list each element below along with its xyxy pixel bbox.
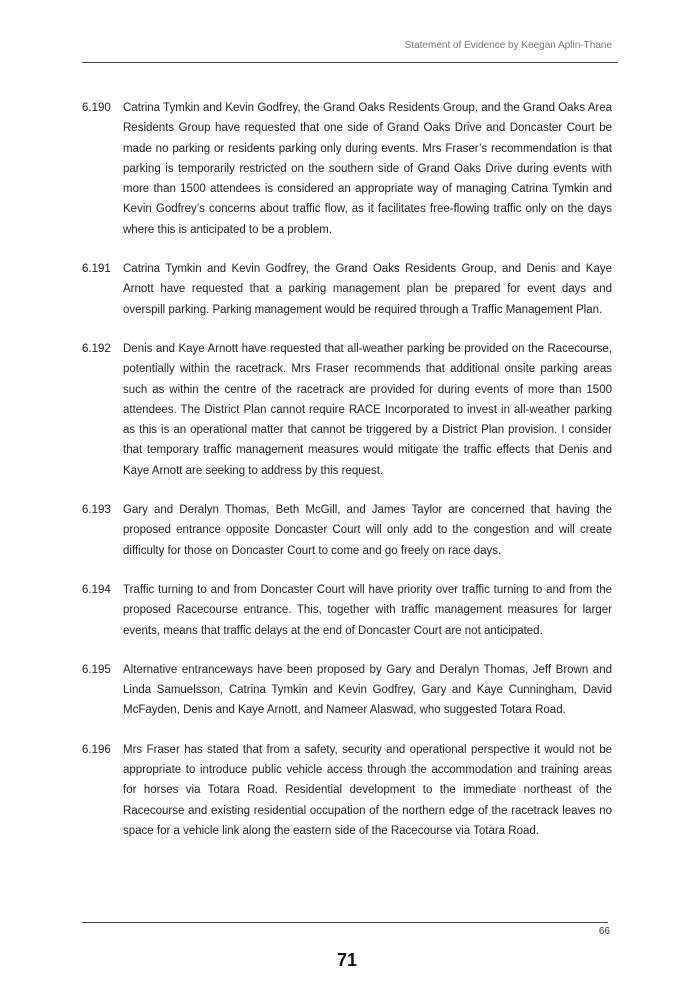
paragraph-text: Catrina Tymkin and Kevin Godfrey, the Grand Oaks Residents Group, and Denis and Kaye Arnott have requested that a parking management plan be prepared for event days and overspill parking. Parking management would be required through a Traffic Management Plan.: [123, 263, 612, 316]
paragraph-text: Gary and Deralyn Thomas, Beth McGill, and James Taylor are concerned that having the proposed entrance opposite Doncaster Court will only add to the congestion and will create difficulty for those on Doncaster Court to come and go freely on race days.: [123, 504, 612, 557]
paragraph-6-196: [82, 740, 612, 841]
paragraph-6-190: [82, 98, 612, 240]
document-body: [82, 98, 612, 860]
bundle-page-number: 71: [336, 950, 358, 970]
paragraph-text: Traffic turning to and from Doncaster Court will have priority over traffic turning to and from the proposed Racecourse entrance. This, together with traffic management measures for larger events, means that traffic delays at the end of Doncaster Court are not anticipated.: [123, 583, 612, 637]
paragraph-text: Catrina Tymkin and Kevin Godfrey, the Grand Oaks Residents Group, and the Grand Oaks Area Residents Group have requested that one side of Grand Oaks Drive and Doncaster Court be made no parking or residents parking only during events. Mrs Fraser’s recommendation is that parking is temporarily restricted on the southern side of Grand Oaks Drive during events with more than 1500 attendees is considered an appropriate way of managing Catrina Tymkin and Kevin Godfrey’s concerns about traffic flow, as it facilitates free-flowing traffic only on the days where this is anticipated to be a problem.: [123, 102, 612, 236]
footer-divider: [82, 922, 608, 923]
paragraph-6-193: [82, 500, 612, 561]
paragraph-6-194: [82, 580, 612, 641]
paragraph-6-191: [82, 259, 612, 320]
paragraph-number: 6.190: [82, 102, 111, 114]
paragraph-number: 6.195: [82, 663, 111, 676]
paragraph-text: Mrs Fraser has stated that from a safety, security and operational perspective it would not be appropriate to introduce public vehicle access through the accommodation and training areas for horses via Totara Road. Residential development to the immediate northeast of the Racecourse and existing residential occupation of the northern edge of the racetrack leaves no space for a vehicle link along the eastern side of the Racecourse via Totara Road.: [123, 743, 612, 837]
paragraph-number: 6.193: [82, 504, 111, 517]
page-header: [82, 36, 618, 63]
paragraph-text: Alternative entranceways have been proposed by Gary and Deralyn Thomas, Jeff Brown and Linda Samuelsson, Catrina Tymkin and Kevin Godfrey, Gary and Kaye Cunningham, David McFayden, Denis and Kaye Arnott, and Nameer Alaswad, who suggested Totara Road.: [123, 663, 612, 717]
paragraph-6-192: [82, 339, 612, 481]
paragraph-text: Denis and Kaye Arnott have requested that all-weather parking be provided on the Racecourse, potentially within the racetrack. Mrs Fraser recommends that additional onsite parking areas such as within the centre of the racetrack are provided for during events of more than 1500 attendees. The District Plan cannot require RACE Incorporated to invest in all-weather parking as this is an operational matter that cannot be triggered by a District Plan provision. I consider that temporary traffic management measures would mitigate the traffic effects that Denis and Kaye Arnott are seeking to address by this request.: [123, 342, 612, 477]
footer-page-number: 66: [598, 926, 610, 937]
paragraph-number: 6.196: [82, 743, 111, 756]
paragraph-number: 6.194: [82, 583, 111, 596]
header-title: Statement of Evidence by Keegan Aplin-Thane: [404, 40, 612, 51]
paragraph-6-195: [82, 660, 612, 721]
paragraph-number: 6.192: [82, 342, 111, 355]
paragraph-number: 6.191: [82, 263, 111, 276]
